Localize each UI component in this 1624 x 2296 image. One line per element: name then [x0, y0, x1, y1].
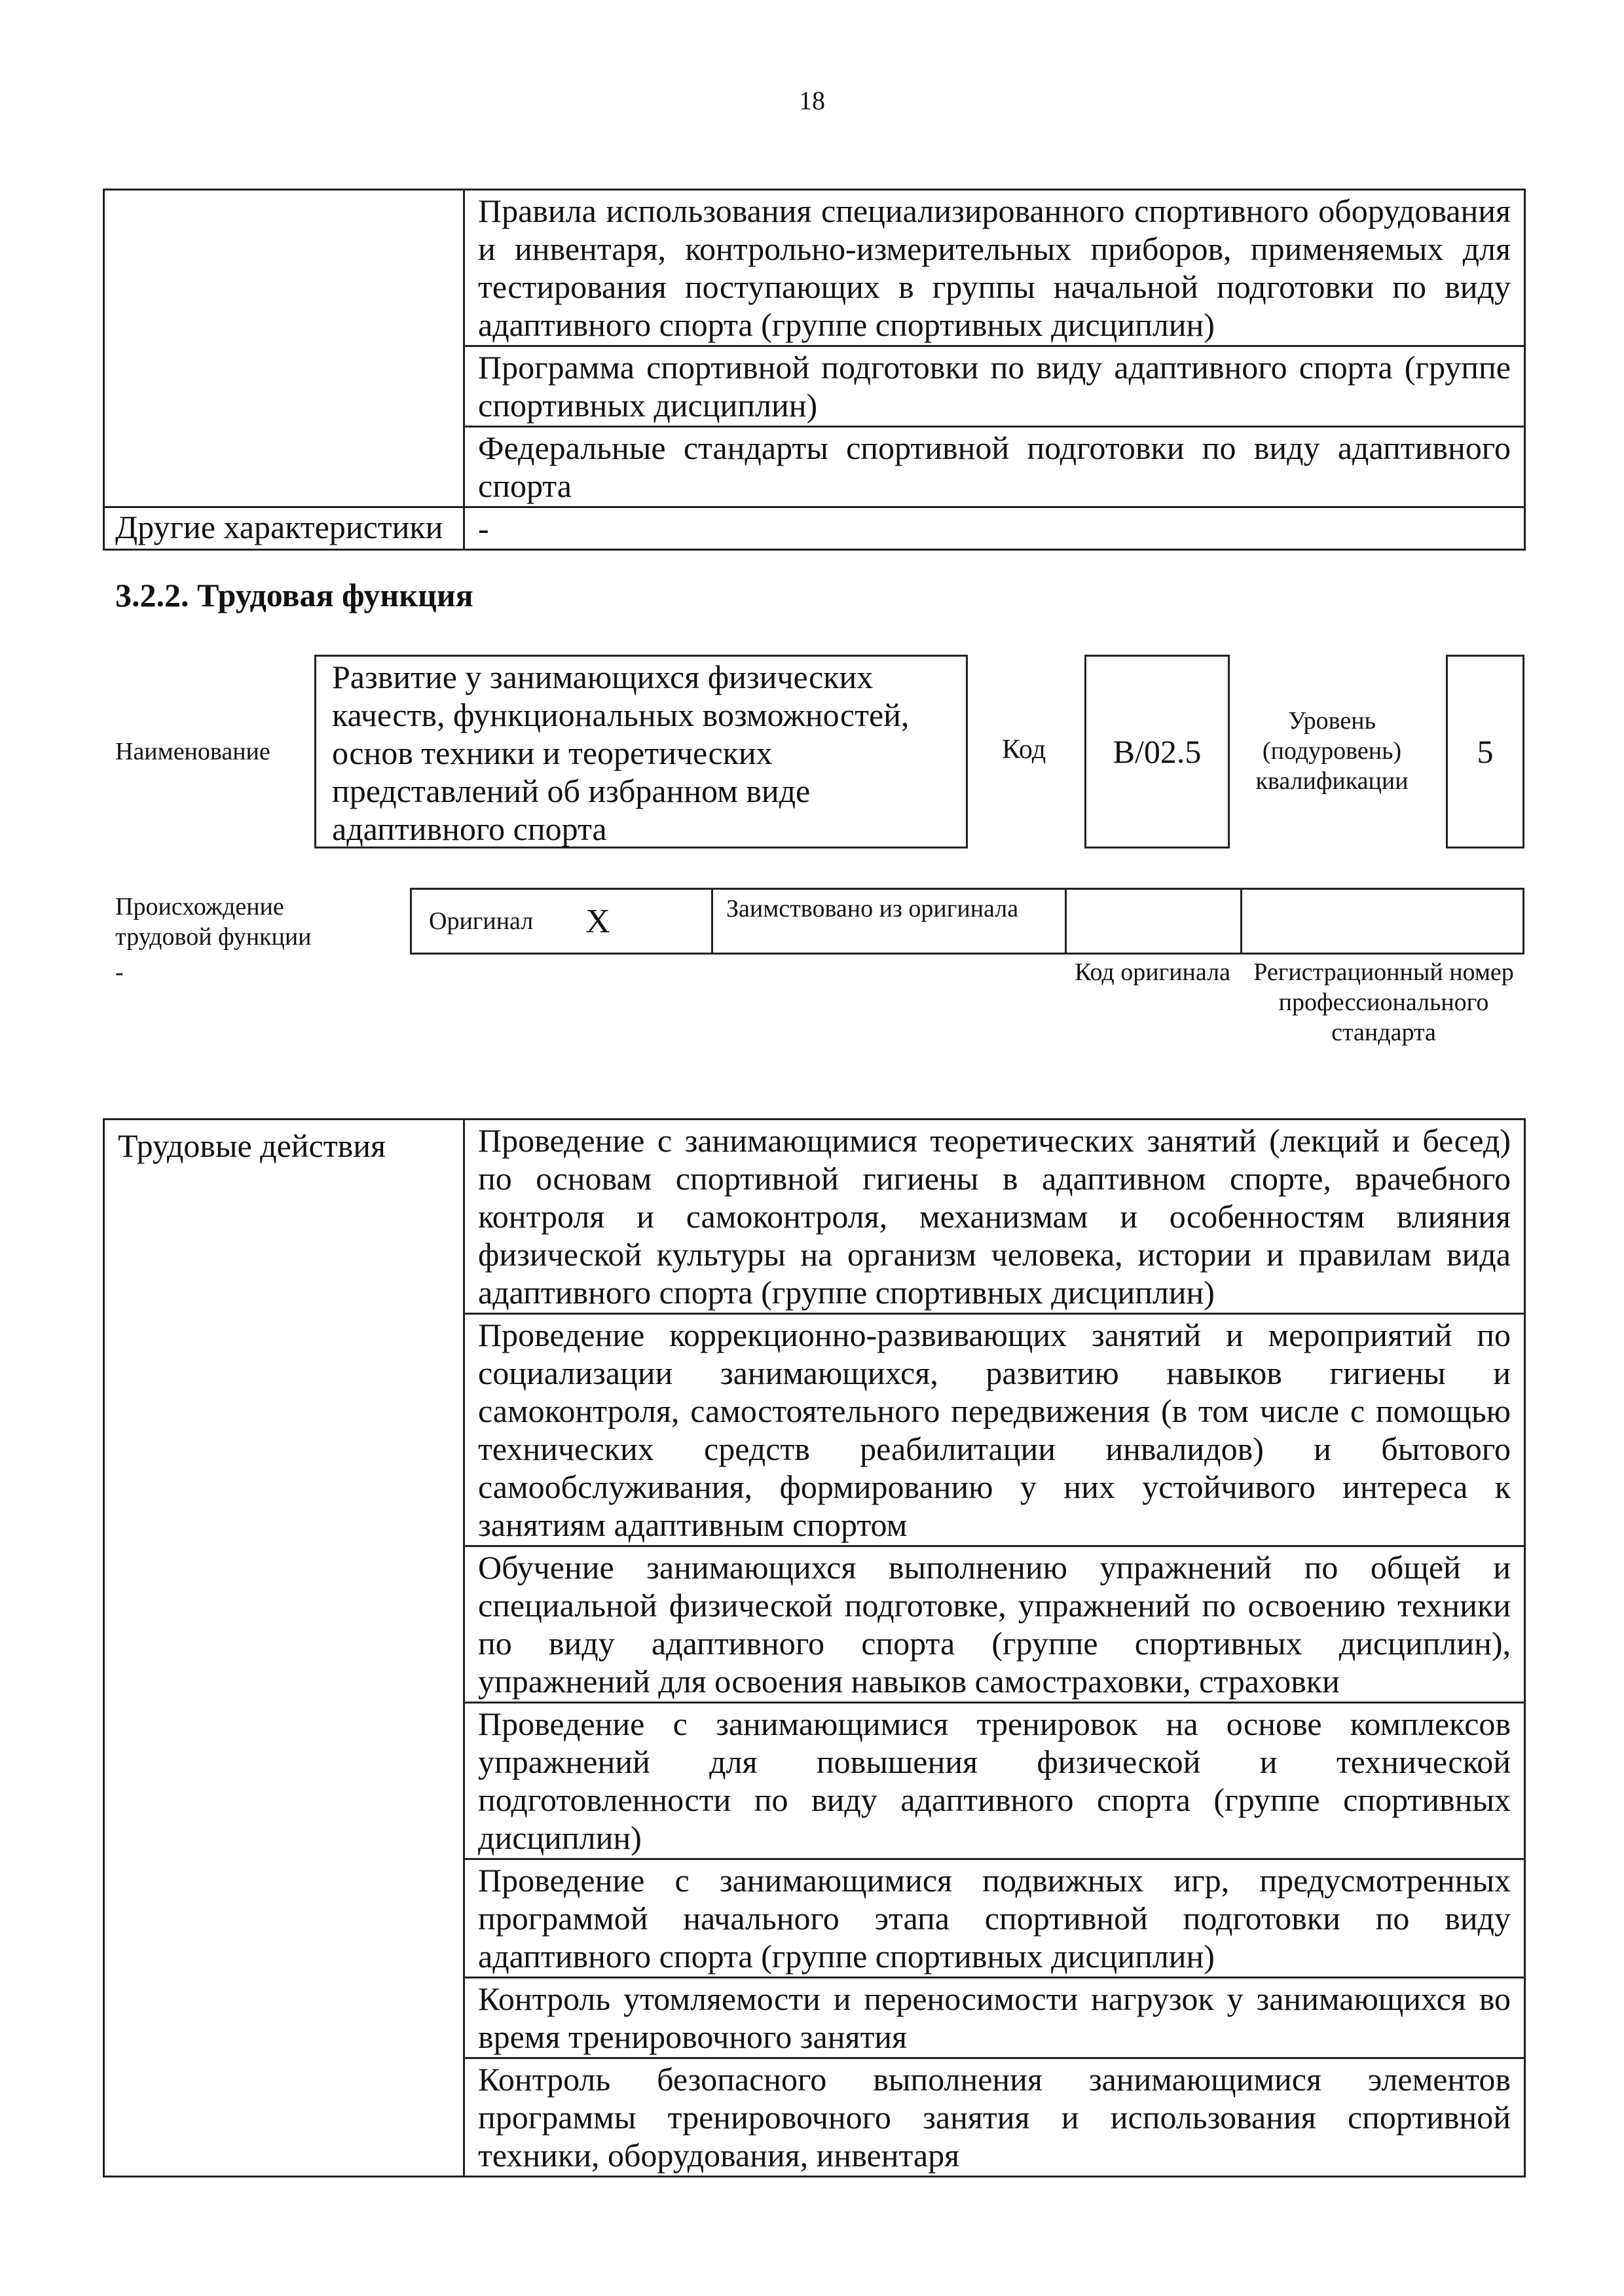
labor-action-4: Проведение с занимающимися тренировок на основе комплексов упражнений для повышения физической и технической подготовленности по виду адаптивного спорта (группе спортивных дисциплин) [464, 1703, 1525, 1859]
page-number: 18 [799, 86, 825, 115]
registration-number-cell [1242, 890, 1522, 953]
section-heading: 3.2.2. Трудовая функция [115, 577, 473, 613]
code-label: Код [1002, 735, 1046, 765]
labor-action-7: Контроль безопасного выполнения занимающимися элементов программы тренировочного занятия и использования спортивной техники, оборудования, инвентаря [464, 2058, 1525, 2177]
origin-row [410, 888, 1524, 955]
name-label: Наименование [115, 738, 270, 765]
knowledge-row-3: Федеральные стандарты спортивной подготовки по виду адаптивного спорта [464, 427, 1525, 507]
original-cell [412, 890, 713, 953]
labor-action-6: Контроль утомляемости и переносимости нагрузок у занимающихся во время тренировочного занятия [464, 1978, 1525, 2058]
function-name-box [314, 655, 968, 848]
labor-action-2: Проведение коррекционно-развивающих занятий и мероприятий по социализации занимающихся, развитию навыков гигиены и самоконтроля, самостоятельного передвижения (в том числе с помощью технических средств реабилитации инвалидов) и бытового самообслуживания, формированию у них устойчивого интереса к занятиям адаптивным спортом [464, 1314, 1525, 1546]
function-name-value: Развитие у занимающихся физических качеств, функциональных возможностей, основ техники и теоретических представлений об избранном виде адаптивного спорта [332, 659, 910, 847]
knowledge-row-1: Правила использования специализированного спортивного оборудования и инвентаря, контрольно-измерительных приборов, применяемых для тестирования поступающих в группы начальной подготовки по виду адаптивного спорта (группе спортивных дисциплин) [464, 190, 1525, 346]
level-value: 5 [1477, 733, 1494, 770]
code-value: B/02.5 [1113, 733, 1202, 770]
labor-action-1: Проведение с занимающимися теоретических занятий (лекций и бесед) по основам спортивной гигиены в адаптивном спорте, врачебного контроля и самоконтроля, механизмам и особенностям влияния физической культуры на организм человека, истории и правилам вида адаптивного спорта (группе спортивных дисциплин) [464, 1120, 1525, 1314]
original-label: Оригинал [429, 907, 534, 935]
level-value-box [1446, 655, 1524, 848]
requirements-table [103, 189, 1526, 551]
labor-actions-table [103, 1118, 1526, 2178]
labor-actions-label: Трудовые действия [104, 1120, 464, 2177]
labor-action-5: Проведение с занимающимися подвижных игр, предусмотренных программой начального этапа спортивной подготовки по виду адаптивного спорта (группе спортивных дисциплин) [464, 1859, 1525, 1978]
level-label: Уровень (подуровень) квалификации [1255, 707, 1409, 795]
labor-action-3: Обучение занимающихся выполнению упражнений по общей и специальной физической подготовке, упражнений по освоению техники по виду адаптивного спорта (группе спортивных дисциплин), упражнений для освоения навыков самостраховки, страховки [464, 1546, 1525, 1703]
other-characteristics-value: - [464, 507, 1525, 550]
code-value-box [1084, 655, 1230, 848]
knowledge-row-2: Программа спортивной подготовки по виду адаптивного спорта (группе спортивных дисциплин) [464, 346, 1525, 427]
original-mark: X [585, 902, 610, 940]
original-code-cell [1067, 890, 1242, 953]
code-caption: Код оригинала [1075, 958, 1230, 986]
other-characteristics-label: Другие характеристики [104, 507, 464, 550]
requirements-label-empty-cell [104, 190, 464, 507]
borrowed-cell: Заимствовано из оригинала [713, 890, 1067, 953]
registration-caption: Регистрационный номер профессионального стандарта [1253, 958, 1514, 1046]
origin-label: Происхождение трудовой функции [115, 893, 312, 951]
origin-dash: - [115, 958, 124, 986]
